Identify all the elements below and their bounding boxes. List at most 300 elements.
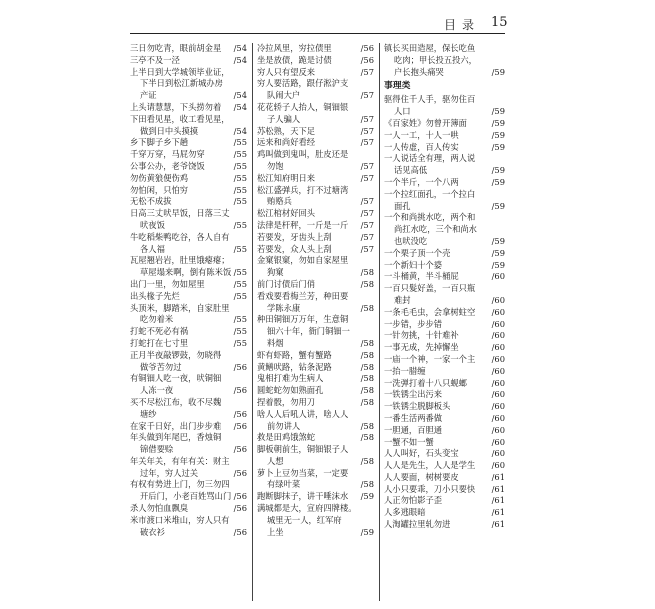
entry-text: 勿伤黄狼便伤鸡 xyxy=(130,172,189,183)
toc-entry xyxy=(384,118,505,130)
entry-text: 乡下脚子乡下趟 xyxy=(130,137,189,148)
entry-text: 一人一工，十人一哄 xyxy=(384,129,459,140)
entry-text: 冷拉风里，穷拉债里 xyxy=(257,43,332,53)
entry-text: 一个栗子顶一个壳 xyxy=(384,247,451,258)
entry-text: 日高三丈吠早饭，日落三丈 xyxy=(130,208,230,219)
entry-page-number: /58 xyxy=(360,373,374,384)
page-number: 15 xyxy=(491,15,508,30)
entry-continuation: 破衣衫 xyxy=(140,526,165,537)
toc-entry xyxy=(257,173,374,185)
entry-text: 镇长买田造屋，保长吃鱼 xyxy=(384,43,476,53)
entry-text: 人人是先生，人人是学生 xyxy=(384,460,476,471)
entry-continuation: 前勿讲人 xyxy=(267,420,301,431)
entry-continuation: 也吠没吃 xyxy=(394,235,428,246)
entry-page-number: /60 xyxy=(491,389,505,400)
entry-text: 花花轿子人抬人，铜钿银 xyxy=(257,101,349,112)
toc-entry xyxy=(384,177,505,189)
entry-text: 一针勿挑，十针难补 xyxy=(384,330,459,341)
entry-text: 买不尽松江布，收不尽魏 xyxy=(130,396,222,407)
entry-page-number: /55 xyxy=(233,243,247,254)
entry-continuation: 吠夜饭 xyxy=(140,219,165,230)
toc-entry xyxy=(130,43,247,55)
toc-entry xyxy=(130,67,247,102)
toc-entry xyxy=(384,484,505,496)
toc-entry xyxy=(257,126,374,138)
entry-page-number: /55 xyxy=(233,314,247,325)
entry-page-number: /59 xyxy=(360,526,374,537)
entry-text: 种田铜钿万万年，生意铜 xyxy=(257,314,349,325)
entry-text: 松江知府明日来 xyxy=(257,172,316,183)
entry-text: 在家千日好，出门步步难 xyxy=(130,420,222,431)
entry-text: 打蛇打在七寸里 xyxy=(130,337,189,348)
toc-entry xyxy=(384,378,505,390)
entry-text: 坐是放债，跪是讨债 xyxy=(257,54,332,65)
toc-entry xyxy=(384,507,505,519)
entry-page-number: /56 xyxy=(233,444,247,455)
entry-text: 一个半斤，一个八两 xyxy=(384,176,459,187)
toc-entry xyxy=(130,421,247,433)
toc-entry xyxy=(130,173,247,185)
entry-text: 若要发，众人头上刮 xyxy=(257,243,332,254)
entry-page-number: /60 xyxy=(491,365,505,376)
entry-page-number: /57 xyxy=(360,113,374,124)
entry-page-number: /54 xyxy=(233,90,247,101)
entry-text: 一个和尚挑水吃，两个和 xyxy=(384,212,476,223)
entry-page-number: /55 xyxy=(233,137,247,148)
toc-entry xyxy=(257,503,374,538)
toc-entry xyxy=(384,401,505,413)
toc-entry xyxy=(384,413,505,425)
entry-page-number: /58 xyxy=(360,420,374,431)
entry-page-number: /60 xyxy=(491,318,505,329)
entry-page-number: /55 xyxy=(233,267,247,278)
entry-text: 有铜钿人吃一夜，吠铜钿 xyxy=(130,373,222,384)
entry-continuation: 做到日中头摸摸 xyxy=(140,125,199,136)
toc-column-2 xyxy=(257,43,374,601)
entry-continuation: 草屋塌来啊，倒有陈米饭 xyxy=(140,267,232,278)
entry-text: 一人传虚，百人传实 xyxy=(384,141,459,152)
toc-entry xyxy=(257,444,374,468)
toc-entry xyxy=(257,279,374,291)
entry-text: 人人叫好，石头变宝 xyxy=(384,448,459,459)
toc-entry xyxy=(130,432,247,456)
entry-page-number: /56 xyxy=(360,54,374,65)
entry-continuation: 人口 xyxy=(394,106,411,117)
toc-entry xyxy=(257,468,374,492)
entry-text: 圆蛇蛇勿如熟面孔 xyxy=(257,385,324,396)
entry-page-number: /57 xyxy=(360,160,374,171)
entry-text: 米市渡口米堆山，穷人只有 xyxy=(130,514,230,525)
toc-entry xyxy=(130,279,247,291)
entry-page-number: /61 xyxy=(491,471,505,482)
entry-text: 看戏要看梅兰芳，种田要 xyxy=(257,290,349,301)
entry-page-number: /58 xyxy=(360,361,374,372)
toc-entry xyxy=(130,149,247,161)
entry-page-number: /56 xyxy=(233,408,247,419)
entry-text: 头顶米，脚踏米，自家肚里 xyxy=(130,302,230,313)
entry-continuation: 料烟 xyxy=(267,337,284,348)
toc-entry xyxy=(130,255,247,279)
toc-entry xyxy=(130,456,247,480)
entry-text: 一斗桶黄，半斗桶屁 xyxy=(384,271,459,282)
entry-text: 穷人只有望反来 xyxy=(257,66,316,77)
toc-entry xyxy=(384,519,505,531)
entry-text: 人多逃眼暗 xyxy=(384,507,426,518)
entry-page-number: /59 xyxy=(491,235,505,246)
toc-entry xyxy=(257,291,374,315)
toc-entry xyxy=(257,137,374,149)
toc-entry xyxy=(130,515,247,539)
entry-text: 一百只髮好盖，一百只瓶 xyxy=(384,283,476,294)
entry-page-number: /55 xyxy=(233,326,247,337)
toc-entry xyxy=(130,479,247,503)
entry-page-number: /57 xyxy=(360,137,374,148)
toc-entry xyxy=(257,208,374,220)
entry-continuation: 钿六十年，衙门铜钿一 xyxy=(267,326,350,337)
toc-entry xyxy=(257,314,374,349)
entry-page-number: /56 xyxy=(233,503,247,514)
entry-page-number: /59 xyxy=(491,117,505,128)
entry-continuation: 下半日到松江新城办房 xyxy=(140,78,223,89)
entry-page-number: /57 xyxy=(360,172,374,183)
column-divider xyxy=(252,43,253,601)
entry-page-number: /59 xyxy=(491,176,505,187)
entry-text: 杀人勿怕血飘臭 xyxy=(130,503,189,514)
entry-page-number: /55 xyxy=(233,149,247,160)
entry-text: 正月半夜敲锣鼓，勿晓得 xyxy=(130,349,222,360)
entry-page-number: /58 xyxy=(360,396,374,407)
entry-continuation: 有绿叶菜 xyxy=(267,479,301,490)
entry-page-number: /60 xyxy=(491,377,505,388)
entry-continuation: 吃肉；甲长投五投六， xyxy=(394,54,477,65)
entry-continuation: 过年，穷人过关 xyxy=(140,467,199,478)
toc-entry xyxy=(384,342,505,354)
entry-continuation: 各人福 xyxy=(140,243,165,254)
entry-text: 上半日到大学城领毕业证， xyxy=(130,66,230,77)
entry-text: 萝卜上豆勿当菜，一定要 xyxy=(257,467,349,478)
entry-continuation: 子人骗人 xyxy=(267,113,301,124)
entry-page-number: /58 xyxy=(360,337,374,348)
entry-page-number: /57 xyxy=(360,66,374,77)
toc-entry xyxy=(384,271,505,283)
entry-text: 苏松熟，天下足 xyxy=(257,125,316,136)
entry-page-number: /58 xyxy=(360,349,374,360)
entry-text: 穷人要活路，跟仔淞沪支 xyxy=(257,78,349,89)
entry-page-number: /58 xyxy=(360,278,374,289)
toc-entry xyxy=(384,212,505,247)
entry-text: 救是田鸡饿煞蛇 xyxy=(257,432,316,443)
entry-page-number: /55 xyxy=(233,160,247,171)
toc-entry xyxy=(384,330,505,342)
entry-text: 一铁锈尘出污来 xyxy=(384,389,443,400)
entry-text: 鬼相打难为生病人 xyxy=(257,373,324,384)
toc-entry xyxy=(257,102,374,126)
toc-entry xyxy=(384,142,505,154)
entry-page-number: /55 xyxy=(233,278,247,289)
entry-continuation: 人想 xyxy=(267,455,284,466)
entry-text: 松江盛弹兵，打不过塘湾 xyxy=(257,184,349,195)
toc-entry xyxy=(130,373,247,397)
entry-text: 鸡叫做到鬼叫，肚皮还是 xyxy=(257,149,349,160)
entry-text: 跑断脚抹子，讲干唾沫水 xyxy=(257,491,349,502)
toc-entry xyxy=(257,385,374,397)
entry-text: 三亭不及一泾 xyxy=(130,54,180,65)
toc-entry xyxy=(130,503,247,515)
entry-text: 出头椽子先烂 xyxy=(130,290,180,301)
entry-text: 勿怕闲，只怕穷 xyxy=(130,184,189,195)
entry-text: 人正勿怕影子歪 xyxy=(384,495,443,506)
entry-page-number: /60 xyxy=(491,460,505,471)
header-title: 目录 xyxy=(444,18,481,32)
toc-entry xyxy=(384,354,505,366)
toc-entry xyxy=(384,307,505,319)
toc-entry xyxy=(384,189,505,213)
header-rule xyxy=(130,33,505,34)
entry-continuation: 勿饱 xyxy=(267,160,284,171)
entry-text: 人人要面，树树要皮 xyxy=(384,471,459,482)
entry-page-number: /59 xyxy=(491,247,505,258)
entry-text: 前门讨债后门俏 xyxy=(257,278,316,289)
entry-page-number: /60 xyxy=(491,424,505,435)
entry-page-number: /60 xyxy=(491,294,505,305)
entry-page-number: /59 xyxy=(491,165,505,176)
entry-page-number: /58 xyxy=(360,385,374,396)
entry-text: 一个拉红面孔，一个拉白 xyxy=(384,188,476,199)
toc-entry xyxy=(384,260,505,272)
entry-continuation: 做爷苦勿过 xyxy=(140,361,182,372)
entry-continuation: 产证 xyxy=(140,90,157,101)
entry-page-number: /59 xyxy=(491,66,505,77)
toc-entry xyxy=(257,362,374,374)
entry-page-number: /55 xyxy=(233,184,247,195)
entry-page-number: /61 xyxy=(491,483,505,494)
entry-page-number: /59 xyxy=(491,259,505,270)
toc-entry xyxy=(257,491,374,503)
toc-entry xyxy=(384,319,505,331)
toc-entry xyxy=(130,55,247,67)
toc-entry xyxy=(257,78,374,102)
entry-continuation: 锦借要赊 xyxy=(140,444,174,455)
entry-text: 年头做到年尾巴，香烛铜 xyxy=(130,432,222,443)
entry-continuation: 难封 xyxy=(394,294,411,305)
toc-entry xyxy=(130,338,247,350)
toc-entry xyxy=(384,366,505,378)
entry-page-number: /57 xyxy=(360,125,374,136)
toc-entry xyxy=(257,350,374,362)
entry-continuation: 上坐 xyxy=(267,526,284,537)
entry-page-number: /60 xyxy=(491,306,505,317)
toc-entry xyxy=(257,373,374,385)
section-heading: 事理类 xyxy=(384,81,411,92)
entry-text: 一步错，步步错 xyxy=(384,318,443,329)
toc-entry xyxy=(257,185,374,209)
entry-page-number: /58 xyxy=(360,267,374,278)
entry-continuation: 吃勿着米 xyxy=(140,314,174,325)
entry-page-number: /54 xyxy=(233,125,247,136)
entry-text: 下田看见星，收工看见星， xyxy=(130,113,230,124)
column-divider xyxy=(379,43,380,601)
toc-entry xyxy=(384,94,505,118)
entry-page-number: /55 xyxy=(233,196,247,207)
entry-continuation: 尚扛水吃，三个和尚水 xyxy=(394,224,477,235)
entry-page-number: /57 xyxy=(360,243,374,254)
entry-page-number: /57 xyxy=(360,219,374,230)
toc-entry xyxy=(130,196,247,208)
entry-text: 出门一里，勿如屋里 xyxy=(130,278,205,289)
entry-text: 驱得住千人手，驱勿住百 xyxy=(384,94,476,105)
entry-page-number: /55 xyxy=(233,290,247,301)
toc-entry xyxy=(384,472,505,484)
entry-page-number: /55 xyxy=(233,219,247,230)
entry-text: 一庙一个神，一家一个主 xyxy=(384,353,476,364)
entry-page-number: /57 xyxy=(360,231,374,242)
entry-text: 年关年关，有年有关：财主 xyxy=(130,455,230,466)
entry-text: 一蟹不如一蟹 xyxy=(384,436,434,447)
toc-entry xyxy=(257,43,374,55)
entry-text: 无松不成拔 xyxy=(130,196,172,207)
entry-page-number: /60 xyxy=(491,342,505,353)
entry-continuation: 队闹大户 xyxy=(267,90,301,101)
entry-page-number: /58 xyxy=(360,479,374,490)
entry-continuation: 城里无一人，红军府 xyxy=(267,514,342,525)
entry-text: 虾有虾路，蟹有蟹路 xyxy=(257,349,332,360)
toc-entry xyxy=(130,208,247,232)
toc-entry xyxy=(384,460,505,472)
toc-entry xyxy=(384,153,505,177)
entry-page-number: /56 xyxy=(360,43,374,53)
toc-entry xyxy=(130,326,247,338)
entry-text: 一条毛毛虫，会拿树蛀空 xyxy=(384,306,476,317)
toc-entry xyxy=(384,425,505,437)
entry-text: 捏着骰，勿用刀 xyxy=(257,396,316,407)
entry-page-number: /61 xyxy=(491,507,505,518)
entry-page-number: /56 xyxy=(233,491,247,502)
entry-page-number: /56 xyxy=(233,467,247,478)
entry-text: 三日勿吃青，眼前胡金星 xyxy=(130,43,222,53)
entry-page-number: /57 xyxy=(360,196,374,207)
toc-entry xyxy=(257,55,374,67)
entry-page-number: /58 xyxy=(360,432,374,443)
entry-page-number: /54 xyxy=(233,43,247,53)
toc-entry xyxy=(257,149,374,173)
entry-text: 黄鳝吠路，钻条泥路 xyxy=(257,361,332,372)
entry-text: 一事无成，先掉懈坐 xyxy=(384,342,459,353)
entry-page-number: /54 xyxy=(233,54,247,65)
toc-entry xyxy=(130,114,247,138)
entry-text: 远来和尚好看经 xyxy=(257,137,316,148)
entry-page-number: /59 xyxy=(491,200,505,211)
entry-text: 上头请慧慧，下头捞勿着 xyxy=(130,101,222,112)
entry-text: 松江棺材好回头 xyxy=(257,208,316,219)
entry-text: 一番生活两番做 xyxy=(384,412,443,423)
entry-page-number: /58 xyxy=(360,455,374,466)
entry-text: 人小只要乖，刀小只要快 xyxy=(384,483,476,494)
entry-page-number: /60 xyxy=(491,401,505,412)
entry-text: 一铁锈尘脱脚板头 xyxy=(384,401,451,412)
toc-entry xyxy=(384,495,505,507)
entry-text: 《百家姓》勿曾开簿面 xyxy=(384,117,467,128)
entry-page-number: /58 xyxy=(360,302,374,313)
entry-text: 一个新妇十个婆 xyxy=(384,259,443,270)
toc-entry xyxy=(130,185,247,197)
entry-text: 满城都是大，宣府四牌楼。 xyxy=(257,503,357,514)
toc-entry xyxy=(257,255,374,279)
entry-text: 人淘罐拉里轧勿进 xyxy=(384,519,451,530)
entry-page-number: /60 xyxy=(491,448,505,459)
entry-page-number: /60 xyxy=(491,412,505,423)
entry-page-number: /59 xyxy=(491,141,505,152)
entry-text: 一人说话全有理，两人说 xyxy=(384,153,476,164)
entry-page-number: /60 xyxy=(491,353,505,364)
toc-column-1 xyxy=(130,43,247,601)
entry-page-number: /56 xyxy=(233,361,247,372)
entry-page-number: /60 xyxy=(491,271,505,282)
entry-text: 若要发，牙齿头上刮 xyxy=(257,231,332,242)
toc-entry xyxy=(257,232,374,244)
toc-entry xyxy=(384,248,505,260)
entry-text: 千穿万穿，马屁勿穿 xyxy=(130,149,205,160)
entry-page-number: /59 xyxy=(491,106,505,117)
toc-entry xyxy=(384,43,505,78)
toc-entry xyxy=(384,448,505,460)
entry-page-number: /59 xyxy=(491,129,505,140)
entry-text: 有权有势进上门，勿三勿四 xyxy=(130,479,230,490)
toc-entry xyxy=(257,244,374,256)
entry-text: 瓦屋翘岩岩，肚里饿瘪瘪； xyxy=(130,255,230,266)
entry-page-number: /56 xyxy=(233,420,247,431)
entry-page-number: /60 xyxy=(491,436,505,447)
entry-text: 牛吃稻柴鸭吃谷，各人自有 xyxy=(130,231,230,242)
toc-entry xyxy=(130,397,247,421)
toc-entry xyxy=(384,437,505,449)
entry-page-number: /61 xyxy=(491,495,505,506)
entry-continuation: 学陈永康 xyxy=(267,302,301,313)
toc-column-3 xyxy=(384,43,505,601)
toc-entry xyxy=(384,283,505,307)
toc-entry xyxy=(257,409,374,433)
entry-page-number: /59 xyxy=(360,491,374,502)
entry-continuation: 贿赂兵 xyxy=(267,196,292,207)
toc-entry xyxy=(130,303,247,327)
entry-page-number: /56 xyxy=(233,385,247,396)
entry-text: 公事公办，老爷饶饭 xyxy=(130,160,205,171)
toc-entry xyxy=(257,220,374,232)
entry-text: 一胆通，百胆通 xyxy=(384,424,443,435)
entry-continuation: 话见高低 xyxy=(394,165,428,176)
toc-entry xyxy=(384,130,505,142)
entry-page-number: /55 xyxy=(233,172,247,183)
entry-continuation: 开后门，小老百姓骂山门 xyxy=(140,491,232,502)
toc-entry xyxy=(257,397,374,409)
entry-continuation: 户长抱头痛哭 xyxy=(394,66,444,77)
page-header xyxy=(0,0,655,40)
entry-continuation: 面孔 xyxy=(394,200,411,211)
entry-text: 一抬一腊缠 xyxy=(384,365,426,376)
entry-text: 脚板朝前生，铜钿银子人 xyxy=(257,444,349,455)
entry-text: 啥人人后吼人讲，啥人人 xyxy=(257,408,349,419)
toc-entry xyxy=(130,102,247,114)
entry-page-number: /56 xyxy=(233,526,247,537)
entry-text: 打蛇不死必有祸 xyxy=(130,326,189,337)
entry-page-number: /61 xyxy=(491,519,505,530)
toc-entry xyxy=(130,232,247,256)
entry-text: 法律是杆秤，一斤是一斤 xyxy=(257,219,349,230)
entry-continuation: 人冻一夜 xyxy=(140,385,174,396)
entry-page-number: /57 xyxy=(360,208,374,219)
toc-entry xyxy=(130,291,247,303)
entry-text: 一洗弹打着十八只蚬螂 xyxy=(384,377,467,388)
entry-continuation: 塘纱 xyxy=(140,408,157,419)
